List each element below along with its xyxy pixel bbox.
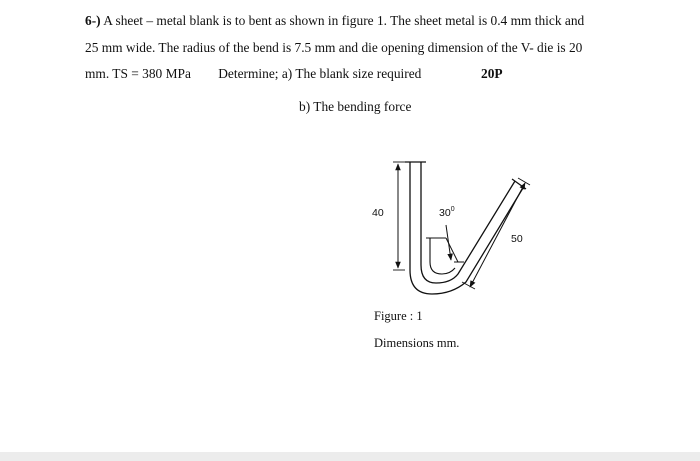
bend-radius-detail	[430, 238, 455, 274]
dim-40-label: 40	[372, 207, 384, 219]
points-badge: 20P	[481, 66, 503, 81]
determine-text: Determine; a) The blank size required	[218, 66, 422, 81]
question-line-4: b) The bending force	[299, 99, 412, 114]
angle-value: 30	[439, 207, 451, 219]
question-number: 6-)	[85, 13, 101, 28]
tensile-strength-text: mm. TS = 380 MPa	[85, 66, 191, 81]
angle-degree-superscript: 0	[450, 206, 455, 213]
angle-arc	[446, 238, 458, 262]
sheet-end-cap	[512, 179, 526, 189]
angle-leader-line	[446, 225, 451, 260]
question-line-2: 25 mm wide. The radius of the bend is 7.5 mm and die opening dimension of the V- die is 20	[85, 40, 583, 55]
question-text-line-1: A sheet – metal blank is to bent as shown in figure 1. The sheet metal is 0.4 mm thick and	[103, 13, 585, 28]
sheet-inner-profile	[421, 162, 515, 283]
dim-50-lower-extension	[462, 282, 475, 289]
angle-label	[439, 206, 455, 219]
figure-caption: Figure : 1	[374, 309, 423, 323]
dim-50-label: 50	[511, 233, 523, 245]
units-note: Dimensions mm.	[374, 336, 460, 350]
sheet-outer-profile	[410, 162, 523, 294]
bottom-frame-edge	[0, 452, 700, 461]
